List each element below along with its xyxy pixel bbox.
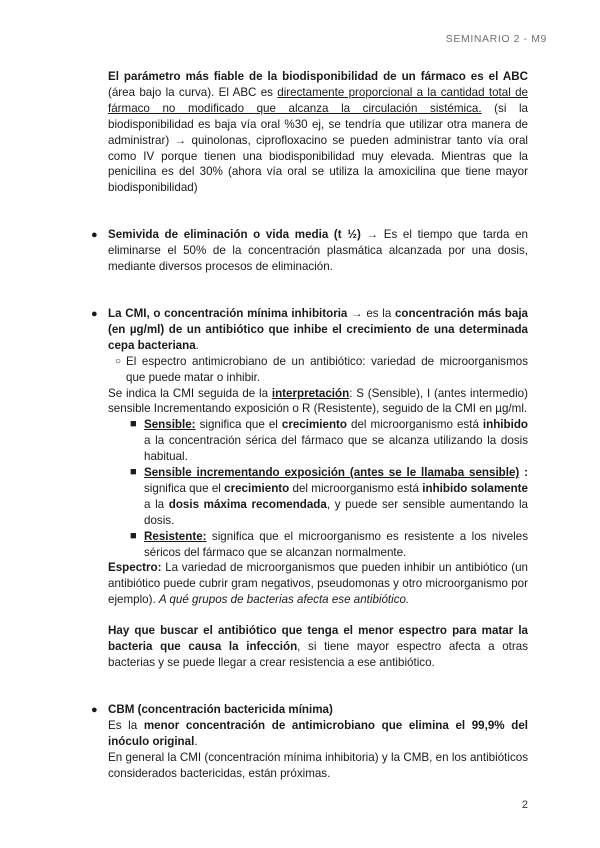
page-number: 2 <box>521 799 528 811</box>
bullet-dot: ● <box>91 229 98 242</box>
abc-section <box>108 69 528 196</box>
document-body <box>91 69 529 781</box>
document-header: SEMINARIO 2 - M9 <box>445 33 547 45</box>
cmi-subitem-text: El espectro antimicrobiano de un antibiótico: variedad de microorganismos que puede matar o inhibir. <box>126 354 528 384</box>
cmi-subitem <box>108 354 528 386</box>
semivida-paragraph <box>108 227 528 275</box>
sensible-text: Sensible: significa que el crecimiento del microorganismo está inhibido a la concentración sérica del fármaco que se alcanza utilizando la dosis habitual. <box>144 418 528 464</box>
cbm-paragraph: En general la CMI (concentración mínima inhibitoria) y la CMB, en los antibióticos considerados bactericidas, están próximas. <box>108 750 528 780</box>
cmi-paragraph <box>108 306 528 354</box>
square-bullet-icon: ■ <box>130 529 137 542</box>
interp-underlined: interpretación <box>271 386 350 400</box>
circle-bullet-icon: ○ <box>115 355 122 367</box>
abc-underlined: directamente proporcional a la cantidad total de fármaco no modificado que alcanza la circulación sistémica. <box>108 85 528 115</box>
interp-text: Se indica la CMI seguida de la <box>108 386 272 400</box>
cmi-section <box>91 306 528 671</box>
semivida-title: Semivida de eliminación o vida media (t ½) <box>108 228 361 242</box>
sensible-label: Sensible: <box>144 418 196 432</box>
espectro-label: Espectro: <box>108 561 162 575</box>
semivida-text: → Es el tiempo que tarda en eliminarse el 50% de la concentración plasmática alcanzada por una dosis, mediante diversos procesos de eliminación. <box>108 228 528 274</box>
resistente-text: Resistente: significa que el microorganismo es resistente a los niveles séricos del fármaco que se alcanzan normalmente. <box>144 529 528 559</box>
abc-bold-lead: El parámetro más fiable de la biodisponibilidad de un fármaco es el ABC <box>108 70 528 83</box>
sensible-item <box>108 417 528 465</box>
espectro-italic: A qué grupos de bacterias afecta ese antibiótico. <box>158 593 410 607</box>
abc-text-2: (si la biodisponibilidad es baja vía oral %30 ej, se tendría que utilizar otra manera de administrar) → quinolonas, ciprofloxacino se pueden administrar tanto vía oral como IV porque tienen una biodisponibilidad muy elevada. Mientras que la penicilina es del 30% (ahora vía oral se utiliza la amoxicilina que tiene mayor biodisponibilidad) <box>108 101 529 195</box>
resistente-label: Resistente: <box>144 529 207 543</box>
cmi-title: La CMI, o concentración mínima inhibitoria <box>108 306 348 320</box>
buscar-paragraph: Hay que buscar el antibiótico que tenga el menor espectro para matar la bacteria que causa la infección, si tiene mayor espectro afecta a otras bacterias y se puede llegar a crear resistencia a ese antibiótico. <box>108 624 528 669</box>
bullet-dot: ● <box>91 307 98 320</box>
semivida-section <box>91 227 528 275</box>
buscar-bold: Hay que buscar el antibiótico que tenga el menor espectro para matar la bacteria que causa la infección <box>108 624 528 654</box>
resistente-item <box>108 529 528 561</box>
cmi-text-end: . <box>195 338 199 352</box>
cbm-definition: Es la menor concentración de antimicrobiano que elimina el 99,9% del inóculo original. <box>108 718 528 748</box>
sensible-incrementando-label: Sensible incrementando exposición (antes se le llamaba sensible) <box>144 466 520 480</box>
interpretacion-paragraph <box>108 386 528 418</box>
abc-text: (área bajo la curva). El ABC es <box>108 85 278 99</box>
square-bullet-icon: ■ <box>130 418 137 431</box>
square-bullet-icon: ■ <box>130 466 137 479</box>
sensible-incrementando-text: Sensible incrementando exposición (antes se le llamaba sensible) : significa que el crecimiento del microorganismo está inhibido solamente a la dosis máxima recomendada, y puede ser sensible aumentando la dosis. <box>144 466 528 527</box>
abc-paragraph <box>108 69 528 196</box>
cbm-section <box>91 702 528 782</box>
sensible-incrementando-item <box>108 465 528 529</box>
espectro-paragraph: Espectro: La variedad de microorganismos que pueden inhibir un antibiótico (un antibiótico puede cubrir gram negativos, pseudomonas y otro microorganismo por ejemplo). A qué grupos de bacterias afecta ese antibiótico. <box>108 561 528 607</box>
bullet-dot: ● <box>91 703 98 716</box>
interp-text-2: : S (Sensible), I (antes intermedio) sensible Incrementando exposición o R (Resistente), seguido de la CMI en µg/ml. <box>108 386 528 416</box>
cmi-definition: concentración más baja (en µg/ml) de un antibiótico que inhibe el crecimiento de una determinada cepa bacteriana <box>108 306 528 352</box>
cbm-title: CBM (concentración bactericida mínima) <box>108 702 333 716</box>
cmi-text: → es la <box>347 306 395 320</box>
